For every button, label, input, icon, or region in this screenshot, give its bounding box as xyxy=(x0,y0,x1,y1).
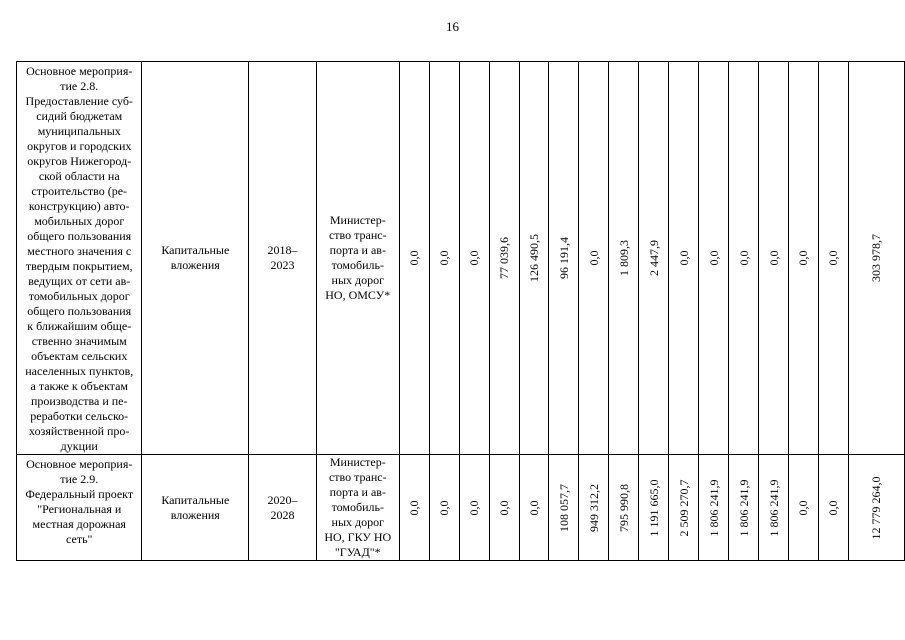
value-text: 0,0 xyxy=(676,250,691,266)
value-text: 0,0 xyxy=(796,250,811,266)
value-cell xyxy=(699,455,729,561)
value-text: 795 990,8 xyxy=(616,483,631,532)
executor: Министер- ство транс- порта и ав- томобиль- ных дорог НО, ГКУ НО "ГУАД"* xyxy=(324,455,392,559)
value-text: 0,0 xyxy=(467,500,482,515)
period: 2020– 2028 xyxy=(267,492,298,522)
value-text: 0,0 xyxy=(706,250,721,266)
executor: Министер- ство транс- порта и ав- томобиль- ных дорог НО, ОМСУ* xyxy=(325,213,391,302)
value-text: 0,0 xyxy=(826,500,841,515)
value-cell xyxy=(399,455,429,561)
value-text: 0,0 xyxy=(407,250,422,266)
value-text: 0,0 xyxy=(437,500,452,515)
value-cell xyxy=(669,62,699,455)
value-text: 0,0 xyxy=(826,250,841,266)
value-text: 2 447,9 xyxy=(646,240,661,276)
value-cell xyxy=(639,455,669,561)
value-text: 2 509 270,7 xyxy=(676,479,691,536)
measure-name: Основное мероприя- тие 2.9. Федеральный проект "Региональная и местная дорожная сеть" xyxy=(25,457,134,546)
value-text: 96 191,4 xyxy=(556,237,571,279)
period: 2018– 2023 xyxy=(267,243,298,272)
executor-cell xyxy=(316,455,399,561)
value-cell xyxy=(519,62,549,455)
value-cell xyxy=(609,455,639,561)
value-text: 1 806 241,9 xyxy=(706,479,721,536)
value-cell xyxy=(579,62,609,455)
value-cell xyxy=(399,62,429,455)
value-cell xyxy=(459,455,489,561)
value-text: 0,0 xyxy=(437,250,452,266)
value-cell xyxy=(639,62,669,455)
value-cell xyxy=(609,62,639,455)
value-cell xyxy=(818,62,848,455)
value-cell xyxy=(788,455,818,561)
table-row xyxy=(17,455,905,561)
value-cell xyxy=(759,62,789,455)
value-cell xyxy=(429,455,459,561)
value-cell xyxy=(669,455,699,561)
value-text: 1 191 665,0 xyxy=(646,479,661,536)
value-cell xyxy=(459,62,489,455)
value-cell xyxy=(519,455,549,561)
value-text: 0,0 xyxy=(497,500,512,515)
value-cell xyxy=(429,62,459,455)
period-cell xyxy=(249,62,317,455)
value-text: 0,0 xyxy=(586,250,601,266)
table-row xyxy=(17,62,905,455)
value-cell xyxy=(729,455,759,561)
total-text: 12 779 264,0 xyxy=(869,476,884,539)
value-text: 0,0 xyxy=(527,500,542,515)
value-text: 0,0 xyxy=(766,250,781,266)
funding-type: Капитальные вложения xyxy=(161,243,230,272)
value-text: 0,0 xyxy=(467,250,482,266)
value-text: 0,0 xyxy=(796,500,811,515)
value-cell xyxy=(699,62,729,455)
page-number: 16 xyxy=(446,19,459,34)
measure-name-cell xyxy=(17,455,142,561)
measure-name-cell xyxy=(17,62,142,455)
measure-name: Основное мероприя- тие 2.8. Предоставление суб- сидий бюджетам муниципальных округов и городских округов Нижегород- ской области на строительство (ре- конструкцию) авто- мобильных дорог общего пользования местного значения с твердым покрытием, ведущих от сети ав- томобильных дорог общего пользования к ближайшим обще- ственно значимым объектам сельских населенных пунктов, а также к объектам производства и пе- реработки сельско- хозяйственной про- дукции xyxy=(25,64,134,453)
value-text: 949 312,2 xyxy=(586,483,601,532)
value-text: 126 490,5 xyxy=(527,234,542,282)
funding-type-cell xyxy=(142,62,249,455)
value-cell xyxy=(788,62,818,455)
value-text: 1 809,3 xyxy=(616,240,631,276)
value-text: 108 057,7 xyxy=(556,483,571,532)
value-cell xyxy=(549,455,579,561)
value-cell xyxy=(818,455,848,561)
value-text: 0,0 xyxy=(407,500,422,515)
funding-type-cell xyxy=(142,455,249,561)
value-cell xyxy=(579,455,609,561)
value-cell xyxy=(489,62,519,455)
value-text: 1 806 241,9 xyxy=(736,479,751,536)
value-text: 0,0 xyxy=(736,250,751,266)
executor-cell xyxy=(316,62,399,455)
value-cell xyxy=(549,62,579,455)
total-cell xyxy=(848,455,904,561)
value-cell xyxy=(489,455,519,561)
value-text: 1 806 241,9 xyxy=(766,479,781,536)
value-cell xyxy=(759,455,789,561)
program-table xyxy=(16,61,905,561)
total-cell xyxy=(848,62,904,455)
period-cell xyxy=(249,455,317,561)
value-cell xyxy=(729,62,759,455)
funding-type: Капитальные вложения xyxy=(161,492,230,522)
value-text: 77 039,6 xyxy=(497,237,512,279)
total-text: 303 978,7 xyxy=(869,234,884,282)
